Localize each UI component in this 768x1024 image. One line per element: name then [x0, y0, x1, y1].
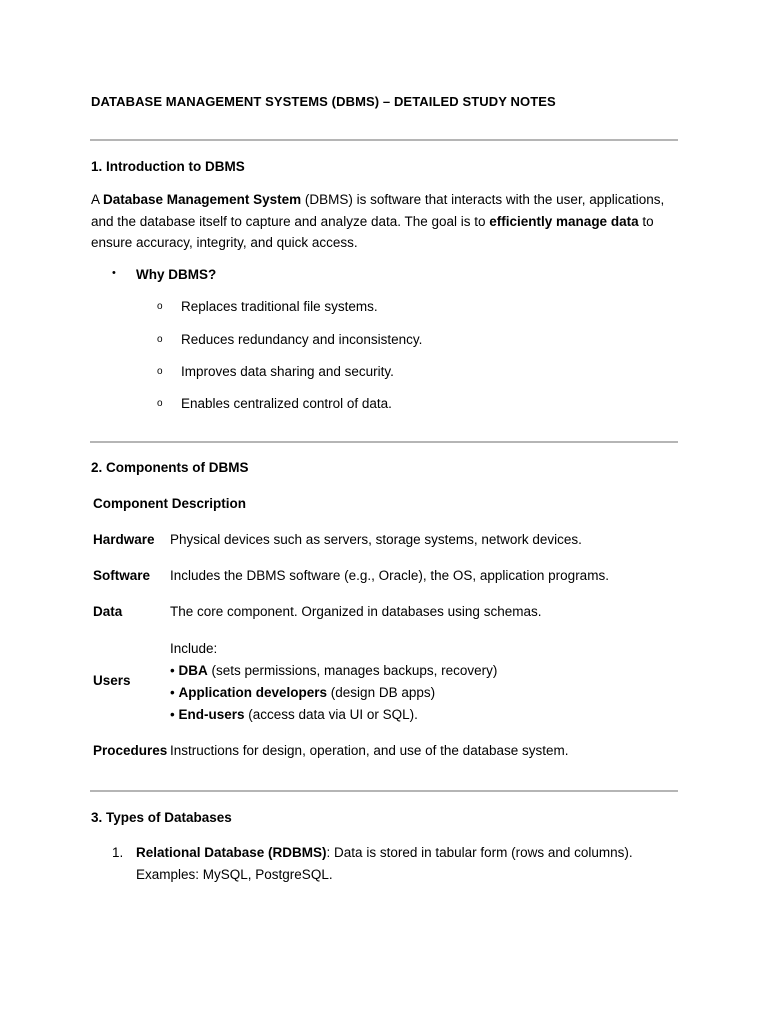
text-span: (design DB apps) [327, 685, 436, 700]
component-name: Users [93, 673, 131, 688]
circle-bullet-icon: o [157, 398, 163, 409]
component-description: Instructions for design, operation, and use of the database system. [170, 743, 569, 758]
bullet-label: Why DBMS? [136, 267, 217, 282]
users-item [170, 704, 497, 726]
users-item [170, 660, 497, 682]
text-span: : Data is stored in tabular form (rows and columns). [326, 845, 633, 860]
bullet-marker: • [112, 267, 116, 279]
bold-term: Database Management System [103, 192, 302, 207]
list-item-text: Improves data sharing and security. [181, 364, 394, 379]
component-name: Software [93, 568, 151, 583]
users-item [170, 682, 497, 704]
horizontal-rule [90, 441, 678, 443]
section-heading-components: 2. Components of DBMS [91, 460, 249, 475]
component-description [170, 638, 497, 726]
list-item-text: Reduces redundancy and inconsistency. [181, 332, 423, 347]
horizontal-rule [90, 139, 678, 141]
text-span: (DBMS) is software that interacts with the user, applications, and the database itself to capture and analyze data. The goal is to [91, 192, 665, 229]
component-name: Procedures [93, 743, 168, 758]
bullet-marker: • [170, 707, 175, 722]
text-span: (access data via UI or SQL). [244, 707, 418, 722]
bullet-marker: • [170, 663, 175, 678]
component-description: Physical devices such as servers, storage systems, network devices. [170, 532, 582, 547]
text-span: (sets permissions, manages backups, recovery) [207, 663, 498, 678]
bullet-marker: • [170, 685, 175, 700]
list-item-text [136, 842, 676, 886]
examples-line: Examples: MySQL, PostgreSQL. [136, 867, 333, 882]
component-name: Hardware [93, 532, 155, 547]
bold-term: End-users [178, 707, 245, 722]
list-number: 1. [112, 845, 124, 860]
circle-bullet-icon: o [157, 301, 163, 312]
section-heading-intro: 1. Introduction to DBMS [91, 159, 245, 174]
component-description: The core component. Organized in databases using schemas. [170, 604, 542, 619]
bold-term: Application developers [178, 685, 328, 700]
bold-term: efficiently manage data [489, 213, 639, 229]
circle-bullet-icon: o [157, 366, 163, 377]
intro-paragraph [91, 189, 681, 254]
document-title: DATABASE MANAGEMENT SYSTEMS (DBMS) – DETAILED STUDY NOTES [91, 94, 556, 109]
text-span: A [91, 192, 104, 207]
section-heading-types: 3. Types of Databases [91, 810, 232, 825]
list-item-text: Replaces traditional file systems. [181, 299, 378, 314]
component-description: Includes the DBMS software (e.g., Oracle), the OS, application programs. [170, 568, 609, 583]
bold-term: DBA [178, 663, 208, 678]
component-name: Data [93, 604, 123, 619]
text-span: to ensure accuracy, integrity, and quick access. [91, 213, 654, 250]
horizontal-rule [90, 790, 678, 792]
circle-bullet-icon: o [157, 334, 163, 345]
bold-term: Relational Database (RDBMS) [136, 845, 327, 860]
table-header: Component Description [93, 496, 247, 511]
list-item-text: Enables centralized control of data. [181, 396, 392, 411]
users-intro: Include: [170, 641, 218, 656]
